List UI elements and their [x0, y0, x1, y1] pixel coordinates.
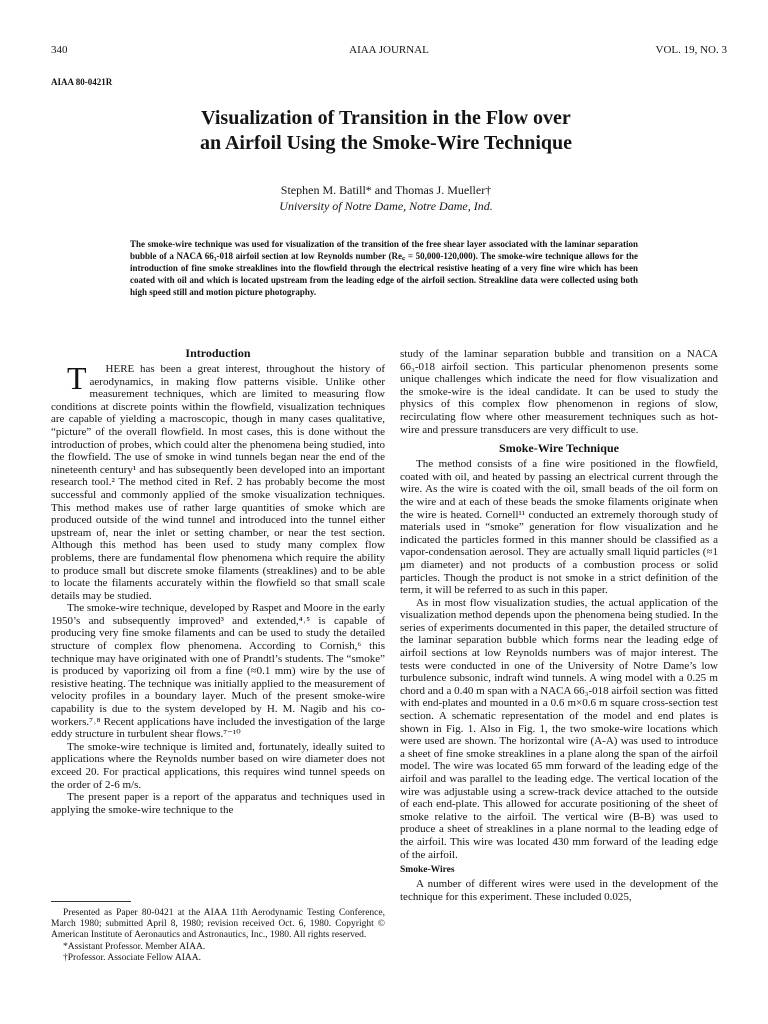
footnotes	[51, 908, 385, 964]
smoke-wire-paragraph-1: The method consists of a fine wire positioned in the flowfield, coated with oil, and heated by passing an electrical current through the wire. As the wire is coated with the oil, small beads of the oil form on the wire and at each of these beads the smoke filaments originate when the wire is heated. Cornell¹¹ conducted an extremely thorough study of materials used in “smoke” generation for flow visualization and he indicated the particles formed in this manner should be classified as a vapor-condensation aerosol. They are actually small liquid particles (≈1 μm diameter) and not products of a combustion process or solid particles. Though the product is not smoke in a strict definition of the term, it will be referred to as such in this paper.	[400, 458, 718, 597]
abstract: The smoke-wire technique was used for visualization of the transition of the free shear layer associated with the laminar separation bubble of a NACA 66₃-018 airfoil section at low Reynolds number (Re꜀ = 50,000-120,000). The smoke-wire technique allows for the introduction of fine smoke streaklines into the flowfield through the electrical resistive heating of a very fine wire which has been coated with oil and which is located upstream from the leading edge of the airfoil section. Streakline data were collected using both high speed still and motion picture photography.	[130, 239, 638, 298]
paper-id: AIAA 80-0421R	[51, 77, 113, 87]
running-header	[51, 44, 727, 60]
right-column	[400, 348, 718, 903]
authors: Stephen M. Batill* and Thomas J. Mueller†	[280, 183, 492, 197]
intro-paragraph-1	[51, 360, 385, 602]
paper-title	[100, 106, 672, 156]
intro-paragraph-1-text: HERE has been a great interest, throughout the history of aerodynamics, in making flow patterns visible. Unlike other measurement techniques, which are limited to measuring flow conditions at discrete points within the flowfield, visualization techniques are capable of yielding a macroscopic, though in many cases qualitative, “picture” of the overall flowfield. In most cases, this is done without the introduction of probes, which could alter the phenomena being studied, into the flowfield. The use of smoke in wind tunnels began near the end of the nineteenth century¹ and has subsequently been developed into an important research tool.² The method cited in Ref. 2 has probably become the most successful and commonly applied of the smoke visualization techniques. This method makes use of rather large quantities of smoke which are produced outside of the wind tunnel and introduced into the tunnel either upstream of, near the inlet or setting chamber, or near the test section. Although this method has been used to study many complex flow problems, there are fundamental flow phenomena which require the ability to produce small but discrete smoke filaments (streaklines) and to be able to locate the filaments accurately within the flowfield so that small scale details may be studied.	[51, 363, 385, 602]
smoke-wire-paragraph-2: As in most flow visualization studies, the actual application of the visualization method depends upon the phenomena being studied. In the series of experiments documented in this paper, the detailed structure of the laminar separation bubble which forms near the leading edge of airfoil sections at low Reynolds numbers was of major interest. The tests were conducted in one of the University of Notre Dame’s low turbulence subsonic, indraft wind tunnels. A wing model with a 0.25 m chord and a 0.40 m span with a NACA 66₃-018 airfoil section was fitted with end-plates and mounted in a 0.6 m×0.6 m square cross-section test section. A schematic representation of the model and end plates is shown in Fig. 1. Also in Fig. 1, the two smoke-wire locations which were used are shown. The horizontal wire (A-A) was used to introduce a sheet of fine smoke streaklines in a plane along the span of the airfoil model. The wire was located 65 mm forward of the leading edge of the airfoil and was parallel to the leading edge. The vertical location of the wire was adjustable using a screw-track device attached to the outside of each end-plate. This allowed for accurate positioning of the sheet of smoke relative to the airfoil. The vertical wire (B-B) was used to produce a sheet of streaklines in a plane normal to the leading edge of the airfoil. This wire was located 430 mm forward of the leading edge of the airfoil.	[400, 596, 718, 861]
smoke-wires-paragraph-1: A number of different wires were used in the development of the technique for this experiment. These included 0.025,	[400, 878, 718, 903]
journal-name: AIAA JOURNAL	[349, 44, 429, 56]
footnote-presented: Presented as Paper 80-0421 at the AIAA 11th Aerodynamic Testing Conference, March 1980; submitted April 8, 1980; revision received Oct. 6, 1980. Copyright © American Institute of Aeronautics and Astronautics, Inc., 1980. All rights reserved.	[51, 908, 385, 941]
page-number: 340	[51, 44, 68, 56]
section-heading-introduction: Introduction	[185, 346, 251, 360]
intro-paragraph-2: The smoke-wire technique, developed by Raspet and Moore in the early 1950’s and subsequently improved³ and extended,⁴˒⁵ is capable of producing very fine smoke filaments and can be used to study the detailed structure of complex flow phenomena. According to Cornish,⁶ this technique may have originated with one of Prandtl’s students. The “smoke” is produced by vaporizing oil from a fine (≈0.1 mm) wire by the use of resistive heating. The technique was initially applied to the measurement of velocity profiles in a boundary layer. Much of the present smoke-wire capability is due to the system developed by H. M. Nagib and his co-workers.⁷˒⁸ Recent applications have included the investigation of the large eddy structure in turbulent shear flows.⁷⁻¹⁰	[51, 602, 385, 741]
volume-issue: VOL. 19, NO. 3	[655, 44, 727, 56]
footnote-divider	[51, 901, 131, 902]
title-line-2: an Airfoil Using the Smoke-Wire Technique	[199, 132, 573, 154]
footnote-author-2: †Professor. Associate Fellow AIAA.	[63, 952, 202, 963]
drop-cap: T	[67, 360, 87, 396]
intro-paragraph-3: The smoke-wire technique is limited and, fortunately, ideally suited to applications where the Reynolds number based on wire diameter does not exceed 20. For practical applications, this requires wind tunnel speeds on the order of 2-6 m/s.	[51, 740, 385, 791]
intro-paragraph-4: The present paper is a report of the apparatus and techniques used in applying the smoke-wire technique to the	[51, 791, 385, 816]
section-heading-smoke-wire-technique: Smoke-Wire Technique	[499, 441, 619, 456]
title-line-1: Visualization of Transition in the Flow over	[201, 107, 571, 129]
subsection-heading-smoke-wires: Smoke-Wires	[400, 865, 455, 876]
affiliation: University of Notre Dame, Notre Dame, Ind.	[279, 199, 493, 213]
footnote-author-1: *Assistant Professor. Member AIAA.	[63, 941, 206, 952]
intro-paragraph-5: study of the laminar separation bubble and transition on a NACA 66₃-018 airfoil section. This particular phenomenon presents some unique challenges which indicate the need for flow visualization and the smoke-wire is the ideal candidate. It can be used to study the physics of this complex flow phenomenon in regions of slow, recirculating flow where other measurement techniques such as hot-wire and pressure transducers are very difficult to use.	[400, 348, 718, 436]
left-column	[51, 346, 385, 816]
